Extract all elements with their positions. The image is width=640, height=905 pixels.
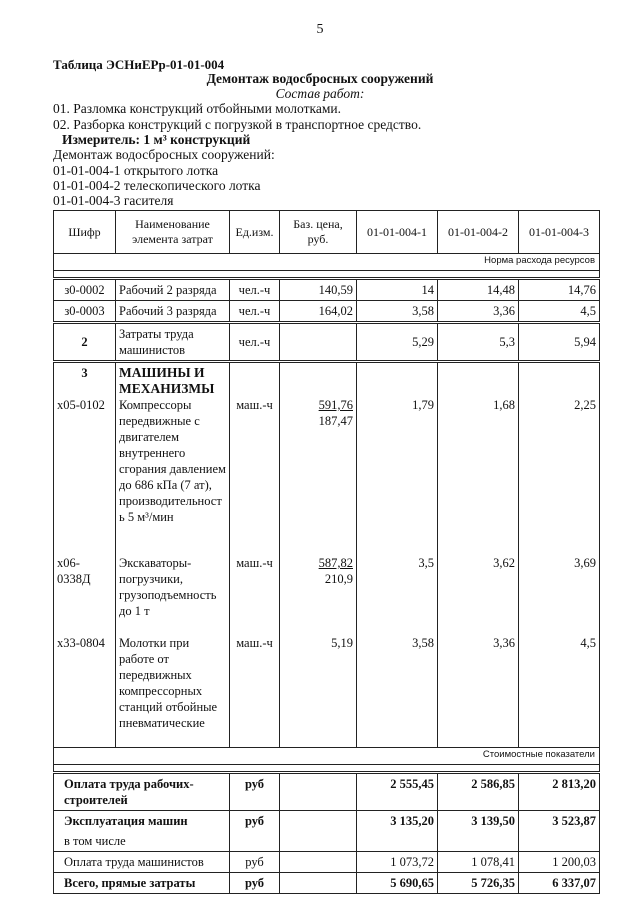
machines-title: МАШИНЫ И МЕХАНИЗМЫ bbox=[119, 365, 215, 396]
spacer-row bbox=[54, 765, 600, 773]
machines-units bbox=[230, 362, 280, 748]
total-unit: руб bbox=[230, 873, 280, 894]
row-value-2: 3,36 bbox=[438, 301, 519, 323]
machine-code: х33-0804 bbox=[57, 636, 105, 650]
row-code: 2 bbox=[54, 323, 116, 362]
spacer-row bbox=[54, 271, 600, 279]
row-value-1: 14 bbox=[357, 279, 438, 301]
row-price bbox=[280, 323, 357, 362]
machines-codes bbox=[54, 362, 116, 748]
machine-value: 3,36 bbox=[493, 636, 515, 650]
row-value-2: 5,3 bbox=[438, 323, 519, 362]
row-price: 140,59 bbox=[280, 279, 357, 301]
row-unit: чел.-ч bbox=[230, 301, 280, 323]
measure-unit: Измеритель: 1 м³ конструкций bbox=[62, 132, 251, 147]
total-unit: руб bbox=[230, 773, 280, 811]
machine-price: 587,82 bbox=[318, 556, 353, 570]
machines-values-1 bbox=[357, 362, 438, 748]
table-row bbox=[54, 301, 600, 323]
total-value-1: 5 690,65 bbox=[357, 873, 438, 894]
machine-value: 4,5 bbox=[580, 636, 596, 650]
total-name: Всего, прямые затраты bbox=[54, 873, 230, 894]
variant-item: 01-01-004-2 телескопического лотка bbox=[53, 178, 261, 193]
total-value-3: 1 200,03 bbox=[519, 852, 600, 873]
total-value-1: 2 555,45 bbox=[357, 773, 438, 811]
total-value-2: 1 078,41 bbox=[438, 852, 519, 873]
norm-label-row bbox=[54, 254, 600, 271]
machine-value: 1,79 bbox=[412, 398, 434, 412]
totals-row bbox=[54, 811, 600, 832]
cost-label: Стоимостные показатели bbox=[54, 748, 600, 765]
total-unit: руб bbox=[230, 852, 280, 873]
total-value-3: 3 523,87 bbox=[519, 811, 600, 832]
header-col-2: 01-01-004-2 bbox=[438, 211, 519, 254]
page-number: 5 bbox=[316, 22, 324, 37]
table-row bbox=[54, 279, 600, 301]
row-code: з0-0003 bbox=[54, 301, 116, 323]
header-col-1: 01-01-004-1 bbox=[357, 211, 438, 254]
machine-unit: маш.-ч bbox=[236, 556, 273, 570]
machine-value: 3,69 bbox=[574, 556, 596, 570]
total-value-2: 3 139,50 bbox=[438, 811, 519, 832]
machine-name: Экскаваторы-погрузчики, грузоподъемность до 1 т bbox=[119, 556, 217, 618]
machine-price: 591,76 bbox=[318, 398, 353, 412]
row-value-3: 4,5 bbox=[519, 301, 600, 323]
variant-item: 01-01-004-3 гасителя bbox=[53, 193, 174, 208]
totals-row bbox=[54, 852, 600, 873]
row-name: Затраты труда машинистов bbox=[116, 323, 230, 362]
header-unit: Ед.изм. bbox=[230, 211, 280, 254]
machine-unit: маш.-ч bbox=[236, 398, 273, 412]
header-code: Шифр bbox=[54, 211, 116, 254]
totals-row bbox=[54, 873, 600, 894]
machines-names bbox=[116, 362, 230, 748]
total-name: Эксплуатация машин bbox=[54, 811, 230, 832]
variant-item: 01-01-004-1 открытого лотка bbox=[53, 163, 219, 178]
machine-price-wage: 187,47 bbox=[318, 414, 353, 428]
machine-unit: маш.-ч bbox=[236, 636, 273, 650]
header-name: Наименование элемента затрат bbox=[116, 211, 230, 254]
row-price: 164,02 bbox=[280, 301, 357, 323]
work-item: 01. Разломка конструкций отбойными молотками. bbox=[53, 101, 341, 116]
resource-table bbox=[53, 210, 600, 894]
row-value-1: 5,29 bbox=[357, 323, 438, 362]
row-name: Рабочий 2 разряда bbox=[116, 279, 230, 301]
total-name: Оплата труда рабочих-строителей bbox=[54, 773, 230, 811]
total-value-3: 2 813,20 bbox=[519, 773, 600, 811]
cost-label-row bbox=[54, 748, 600, 765]
total-value-1: 3 135,20 bbox=[357, 811, 438, 832]
machine-price: 5,19 bbox=[331, 636, 353, 650]
header-price: Баз. цена, руб. bbox=[280, 211, 357, 254]
section-heading: Демонтаж водосбросных сооружений bbox=[206, 71, 434, 86]
table-header-row bbox=[54, 211, 600, 254]
total-value-2: 5 726,35 bbox=[438, 873, 519, 894]
machine-code: х05-0102 bbox=[57, 398, 105, 412]
machines-values-2 bbox=[438, 362, 519, 748]
composition-title: Состав работ: bbox=[275, 86, 365, 101]
total-value-3: 6 337,07 bbox=[519, 873, 600, 894]
machines-values-3 bbox=[519, 362, 600, 748]
row-name: Рабочий 3 разряда bbox=[116, 301, 230, 323]
row-code: з0-0002 bbox=[54, 279, 116, 301]
row-value-3: 14,76 bbox=[519, 279, 600, 301]
machines-number: 3 bbox=[81, 366, 88, 380]
machines-prices bbox=[280, 362, 357, 748]
machine-name: Компрессоры передвижные с двигателем внутреннего сгорания давлением до 686 кПа (7 ат), производительност ь 5 м³/мин bbox=[119, 398, 226, 524]
row-unit: чел.-ч bbox=[230, 323, 280, 362]
machine-code: х06-0338Д bbox=[57, 556, 91, 586]
total-unit: руб bbox=[230, 811, 280, 832]
machine-value: 3,62 bbox=[493, 556, 515, 570]
work-item: 02. Разборка конструкций с погрузкой в транспортное средство. bbox=[53, 117, 422, 132]
machine-value: 3,5 bbox=[418, 556, 434, 570]
totals-row bbox=[54, 773, 600, 811]
norm-label: Норма расхода ресурсов bbox=[54, 254, 600, 271]
machine-value: 1,68 bbox=[493, 398, 515, 412]
total-value-1: 1 073,72 bbox=[357, 852, 438, 873]
header-col-3: 01-01-004-3 bbox=[519, 211, 600, 254]
total-name: в том числе bbox=[54, 831, 230, 852]
machines-section bbox=[54, 362, 600, 748]
machine-value: 3,58 bbox=[412, 636, 434, 650]
machine-price-wage: 210,9 bbox=[324, 572, 353, 586]
row-value-2: 14,48 bbox=[438, 279, 519, 301]
intro-text: Демонтаж водосбросных сооружений: bbox=[53, 147, 275, 162]
table-title: Таблица ЭСНиЕРр-01-01-004 bbox=[53, 57, 225, 72]
total-name: Оплата труда машинистов bbox=[54, 852, 230, 873]
table-row bbox=[54, 323, 600, 362]
totals-row bbox=[54, 831, 600, 852]
row-value-3: 5,94 bbox=[519, 323, 600, 362]
row-value-1: 3,58 bbox=[357, 301, 438, 323]
total-value-2: 2 586,85 bbox=[438, 773, 519, 811]
machine-name: Молотки при работе от передвижных компрессорных станций отбойные пневматические bbox=[119, 636, 218, 730]
machine-value: 2,25 bbox=[574, 398, 596, 412]
row-unit: чел.-ч bbox=[230, 279, 280, 301]
